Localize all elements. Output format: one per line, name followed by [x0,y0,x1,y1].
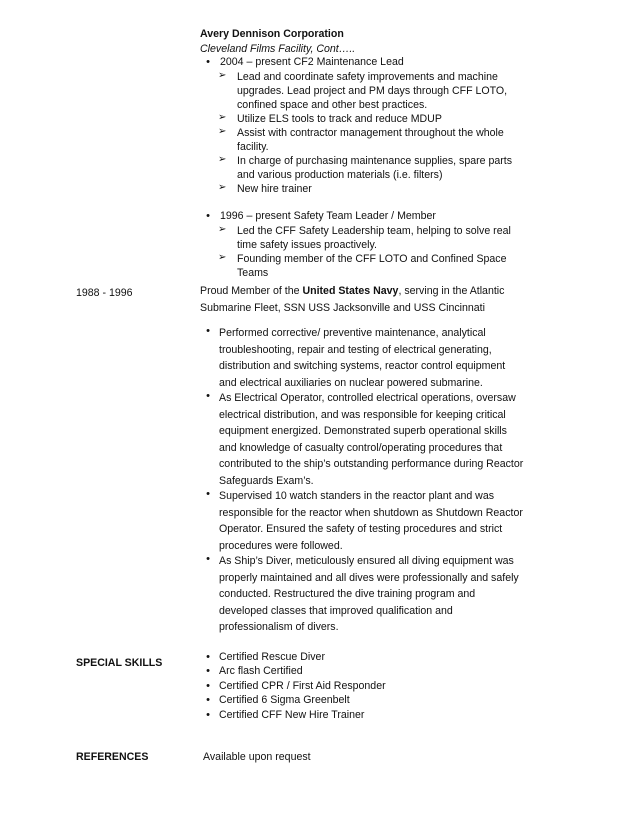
skill-text: Certified 6 Sigma Greenbelt [219,694,350,706]
navy-intro-post: , serving in the Atlantic Submarine Fleet, SSN USS Jacksonville and USS Cincinnati [200,285,505,314]
company-name: Avery Dennison Corporation [200,28,344,40]
role-title: 1996 – present Safety Team Leader / Member [220,210,436,222]
role-item-text: In charge of purchasing maintenance supplies, spare parts and various production materials (i.e. filters) [237,155,513,182]
skill-text: Certified CPR / First Aid Responder [219,680,386,692]
bullet-icon: • [206,709,210,721]
bullet-icon: • [206,665,210,677]
skill-text: Certified Rescue Diver [219,651,325,663]
navy-intro [200,283,530,317]
role-item-text: Utilize ELS tools to track and reduce MDUP [237,113,442,125]
role-title: 2004 – present CF2 Maintenance Lead [220,56,404,68]
bullet-icon: • [206,553,210,565]
navy-bullet-text: As Ship’s Diver, meticulously ensured all diving equipment was properly maintained and all dives were professionally and safely conducted. Restructured the dive training program and developed classes that improved qualification and professionalism of divers. [219,555,519,633]
navy-bullet-text: As Electrical Operator, controlled electrical operations, oversaw electrical distribution, and was responsible for keeping critical equipment energized. Demonstrated superb operational skills and knowledge of casualty control/operating procedures that contributed to the ship’s outstanding performance during Reactor Safeguards Exam’s. [219,392,524,487]
bullet-icon: • [206,390,210,402]
role-item-text: Assist with contractor management throughout the whole facility. [237,127,504,154]
bullet-icon: • [206,651,210,663]
arrow-bullet-icon: ➢ [218,126,227,137]
role-item-text: Lead and coordinate safety improvements and machine upgrades. Lead project and PM days through CFF LOTO, confined space and other best practices. [237,71,508,112]
role-item-text: Founding member of the CFF LOTO and Confined Space Teams [237,253,507,280]
arrow-bullet-icon: ➢ [218,70,227,81]
facility-name: Cleveland Films Facility, Cont….. [200,43,356,55]
navy-intro-bold: United States Navy [302,285,399,297]
special-skills-heading: SPECIAL SKILLS [76,657,163,669]
bullet-icon: • [206,680,210,692]
arrow-bullet-icon: ➢ [218,182,227,193]
arrow-bullet-icon: ➢ [218,252,227,263]
arrow-bullet-icon: ➢ [218,224,227,235]
arrow-bullet-icon: ➢ [218,154,227,165]
bullet-icon: • [206,488,210,500]
skill-text: Certified CFF New Hire Trainer [219,709,365,721]
bullet-icon: • [206,694,210,706]
skill-text: Arc flash Certified [219,665,303,677]
bullet-icon: • [206,56,210,68]
role-item-text: New hire trainer [237,183,312,195]
navy-bullet-text: Supervised 10 watch standers in the reactor plant and was responsible for the reactor when shutdown as Shutdown Reactor Operator. Ensured the safety of testing procedures and strict procedures were followed. [219,490,523,552]
arrow-bullet-icon: ➢ [218,112,227,123]
bullet-icon: • [206,210,210,222]
references-heading: REFERENCES [76,751,149,763]
references-text: Available upon request [203,751,311,763]
navy-dates: 1988 - 1996 [76,287,133,299]
navy-bullet-text: Performed corrective/ preventive maintenance, analytical troubleshooting, repair and testing of electrical generating, distribution and switching systems, reactor control equipment and electrical auxiliaries on nuclear powered submarine. [219,327,506,389]
bullet-icon: • [206,325,210,337]
navy-intro-pre: Proud Member of the [200,285,303,297]
role-item-text: Led the CFF Safety Leadership team, helping to solve real time safety issues proactively. [237,225,511,252]
